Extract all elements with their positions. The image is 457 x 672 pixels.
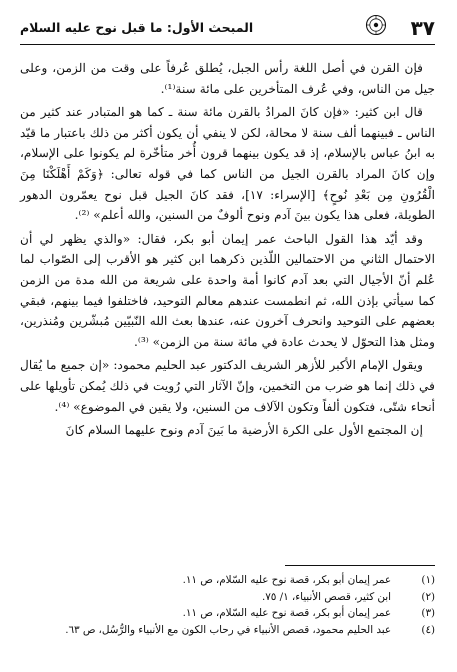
footnote-text: عمر إيمان أبو بكر، قصة نوح عليه السّلام، ص ١١. (182, 574, 391, 586)
page-header (20, 14, 435, 48)
paragraph: فإن القرن في أصل اللغة رأس الجبل، يُطلق عُرفاً على وقت من الزمن، وعلى جيل من الناس، وفي عُرف المتأخرين على مائة سنة⁽¹⁾. (20, 61, 435, 96)
paragraph: وقد أيّد هذا القول الباحث عمر إيمان أبو بكر، فقال: «والذي يظهر لي أن الاحتمال الثاني من الاحتمالين اللّذين ذكرهما ابن كثير هو الأقرب إلى الصّواب لما عُلم أنّ الأجيال التي بعد آدم كانوا أمة واحدة على شريعة من الله مدة من الزمن كما سيأتي بإذن الله، ثم انطمست عندهم معالم التوحيد، فاختلفوا فيما بينهم، فبقي بعضهم على التوحيد وانحرف آخرون عنه، عندها بعث الله النّبيّين مُبشّرين ومُنذرين، ومثل هذا التحوّل لا يحدث عادة في مائة سنة من الزمن» ⁽³⁾. (20, 231, 435, 349)
paragraph: إن المجتمع الأول على الكرة الأرضية ما بَينَ آدم ونوح عليهما السلام كانَ (65, 423, 423, 438)
page-number: ٣٧ (410, 16, 435, 40)
main-text (20, 58, 435, 444)
footnote-number: (٤) (421, 623, 435, 636)
footnotes (20, 572, 435, 638)
paragraph: قال ابن كثير: «فإن كانَ المرادُ بالقرن مائة سنة ـ كما هو المتبادر عند كثير من الناس ـ فبينهما ألف سنة لا محالة، لكن لا ينفي أن يكون أكثر من ذلك باعتبار ما قيّد به ابنُ عباس بالإسلام، إذ قد يكون بينهما قرون أُخر متأخّرة لم يكونوا على الإسلام، وإن كانَ المراد بالقرن الجيل من الناس كما في قوله تعالى: ﴿وَكَمْ أَهْلَكْنَا مِنَ الْقُرُونِ مِن بَعْدِ نُوحٍ﴾ [الإسراء: ١٧]، فقد كانَ الجيل قبل نوح يعمّرون الدهور الطويلة، فعلى هذا يكون بينَ آدم ونوح ألوفٌ من السنين، والله أعلم» ⁽²⁾. (20, 105, 435, 223)
footnote-text: عمر إيمان أبو بكر، قصة نوح عليه السّلام، ص ١١. (182, 607, 391, 620)
footnote-number: (٢) (421, 590, 435, 603)
footnote-separator (285, 565, 435, 566)
footnote (20, 589, 435, 606)
footnote (20, 572, 435, 589)
footnote-text: ابن كثير، قصص الأنبياء، ١/ ٧٥. (262, 590, 391, 603)
footnote (20, 605, 435, 622)
paragraph: ويقول الإمام الأكبر للأزهر الشريف الدكتور عبد الحليم محمود: «إن جميع ما يُقال في ذلك إنما هو ضرب من التخمين، وإنّ الآثار التي رُويت في ذلك يُمكن تأويلها على أنحاء شتّى، فتكون ألفاً وتكون الآلاف من السنين، ولا يقين في الموضوع» ⁽⁴⁾. (20, 358, 435, 414)
running-title: المبحث الأول: ما قبل نوح عليه السلام (20, 20, 254, 35)
ornament-icon (365, 14, 387, 36)
footnote-number: (٣) (421, 607, 435, 620)
footnote-number: (١) (421, 574, 435, 586)
header-rule (20, 44, 435, 45)
footnote (20, 622, 435, 639)
footnote-text: عبد الحليم محمود، قصص الأنبياء في رحاب الكون مع الأنبياء والرُّسُل، ص ٦٣. (65, 623, 391, 636)
